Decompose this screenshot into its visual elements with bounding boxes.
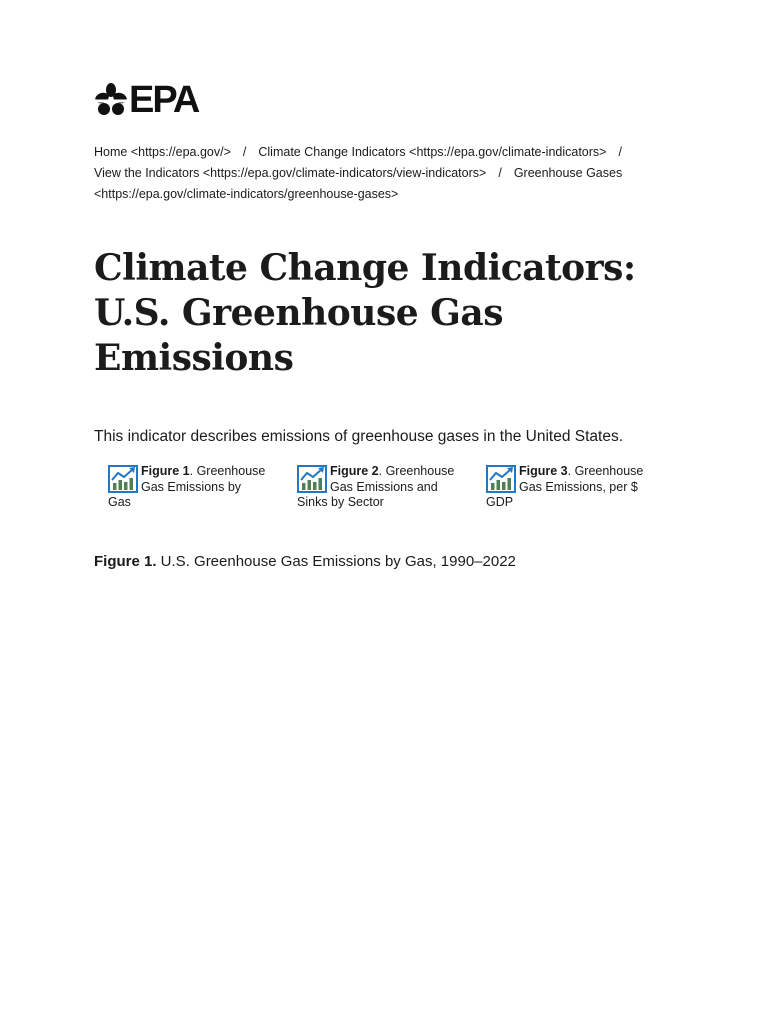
logo-text: EPA	[129, 79, 199, 121]
breadcrumb-item-home[interactable]: Home <https://epa.gov/>	[94, 145, 231, 159]
breadcrumb-item-view-the-indicators[interactable]: View the Indicators <https://epa.gov/climate-indicators/view-indicators>	[94, 166, 487, 180]
chart-icon	[297, 465, 327, 493]
figure-link-2-text: . Greenhouse Gas Emissions and Sinks by Sector	[297, 464, 455, 509]
figure-link-1-label: Figure 1	[141, 464, 190, 478]
figure-link-3-text: . Greenhouse Gas Emissions, per $ GDP	[486, 464, 644, 509]
figure-link-3-label: Figure 3	[519, 464, 568, 478]
chart-icon	[108, 465, 138, 493]
figure-link-1[interactable]	[108, 464, 266, 511]
epa-logo[interactable]	[94, 79, 199, 121]
intro-text: This indicator describes emissions of greenhouse gases in the United States.	[94, 427, 624, 445]
page-title-line-2: U.S. Greenhouse Gas	[94, 292, 503, 334]
figure-caption	[94, 551, 674, 573]
figure-link-3[interactable]	[486, 464, 644, 511]
page-title	[94, 246, 674, 381]
epa-flower-icon	[94, 83, 128, 117]
breadcrumb-item-greenhouse-gases[interactable]: Greenhouse Gases <https://epa.gov/climate-indicators/greenhouse-gases>	[94, 166, 623, 201]
breadcrumb-separator: /	[498, 166, 502, 180]
chart-icon	[486, 465, 516, 493]
figure-link-2[interactable]	[297, 464, 455, 511]
breadcrumb	[94, 142, 654, 205]
figure-link-1-text: . Greenhouse Gas Emissions by Gas	[108, 464, 266, 509]
figure-caption-label: Figure 1.	[94, 553, 157, 570]
figure-links	[108, 464, 668, 524]
page-title-line-3: Emissions	[94, 337, 294, 379]
figure-caption-text: U.S. Greenhouse Gas Emissions by Gas, 1990–2022	[156, 553, 516, 570]
breadcrumb-separator: /	[618, 145, 622, 159]
page-title-line-1: Climate Change Indicators:	[94, 247, 636, 289]
figure-link-2-label: Figure 2	[330, 464, 379, 478]
breadcrumb-separator: /	[242, 145, 247, 159]
breadcrumb-item-climate-change-indicators[interactable]: Climate Change Indicators <https://epa.gov/climate-indicators>	[258, 145, 607, 159]
